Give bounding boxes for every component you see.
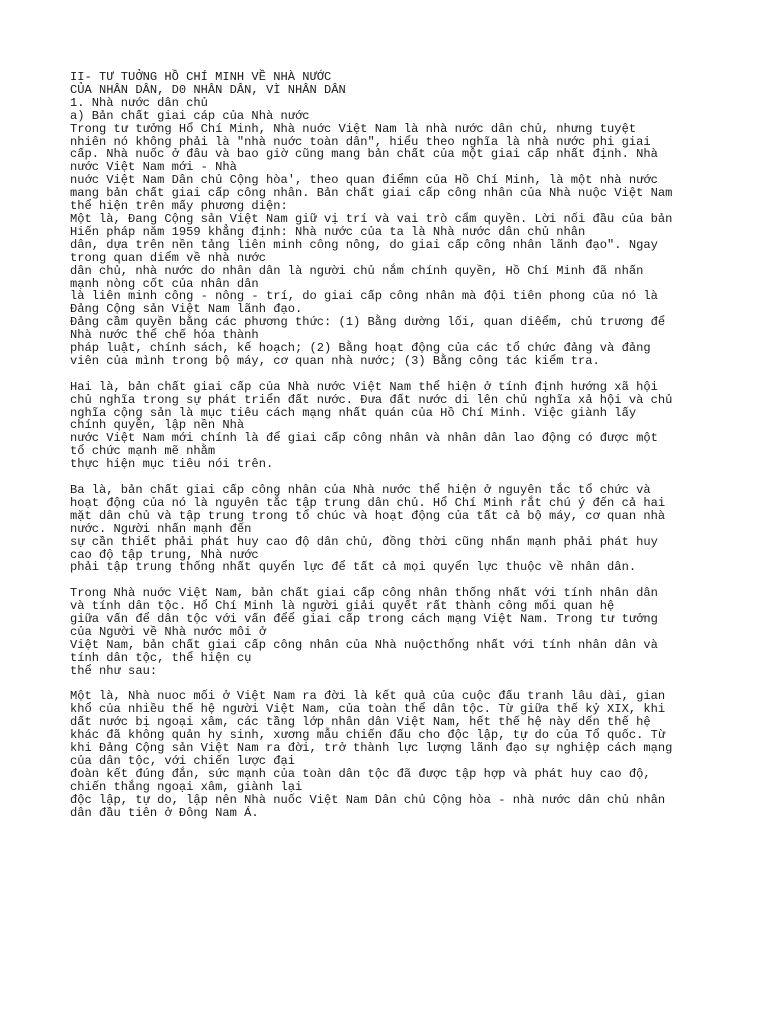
text-line: trong quan diểm về nhà nước [70, 250, 266, 265]
paragraph [70, 71, 710, 368]
text-line: a) Bản chất giai cáp của Nhà nước [70, 108, 310, 123]
text-line: tính dân tộc, thể hiện cụ [70, 650, 252, 665]
text-line: 1. Nhà nước dân chủ [70, 95, 208, 110]
text-line: CỦA NHÂN DÂN, D0 NHÂN DÂN, VÌ NHÂN DÂN [70, 82, 346, 97]
text-line: cấp. Nhà nuốc ở đâu và bao giờ cũng mang bản chất của một giai cấp nhất định. Nhà [70, 147, 658, 162]
text-line: độc lập, tự do, lập nên Nhà nuốc Việt Nam Dân chủ Cộng hòa - nhà nước dân chủ nhân [70, 792, 666, 807]
text-line: nhiên nó không phải là "nhà nuớc toàn dân", hiểu theo nghĩa là nhà nước phi giai [70, 134, 651, 149]
text-line: Nhà nước thể chế hóa thành [70, 328, 259, 343]
text-line: thể hiện trên mấy phương diện: [70, 199, 288, 214]
text-line: Trong Nhà nuớc Việt Nam, bản chất giai cấp công nhân thống nhất với tính nhân dân [70, 586, 658, 601]
text-line: dân chủ, nhà nước do nhân dân là người chủ nắm chính quyền, Hồ Chí Minh đã nhấn [70, 263, 644, 278]
text-line: Ba là, bản chất giai cấp công nhân của Nhà nước thể hiện ở nguyên tắc tổ chức và [70, 482, 651, 497]
text-line: khổ của nhiều thế hệ người Việt Nam, của toàn thể dân tộc. Từ giữa thế kỷ XIX, khi [70, 702, 666, 717]
text-line: nước Việt Nam mới chính là để giai cấp công nhân và nhân dân lao động có được một [70, 431, 658, 446]
text-line: pháp luật, chính sách, kế hoạch; (2) Bằng hoạt động của các tổ chức đảng và đảng [70, 341, 651, 356]
text-line: mang bản chất giai cấp công nhân. Bản chất giai cấp công nhân của Nhà nuộc Việt Nam [70, 186, 673, 201]
text-line: sự cần thiết phải phát huy cao độ dân chủ, đồng thời cũng nhấn mạnh phải phát huy [70, 534, 658, 549]
text-line: Một là, Nhà nuoc mối ở Việt Nam ra đời là kết quả của cuộc đấu tranh lâu dài, gian [70, 689, 666, 704]
text-line: tổ chức mạnh mẽ nhằm [70, 444, 216, 459]
text-line: thể như sau: [70, 663, 158, 678]
text-line: dân, dựa trên nền tảng liên minh công nông, do giai cấp công nhân lãnh đạo". Ngay [70, 237, 658, 252]
text-line: nghĩa cộng sản là mục tiêu cách mạng nhất quán của Hồ Chí Minh. Việc giành lấy [70, 405, 637, 420]
paragraph [70, 484, 710, 574]
text-line: dân đầu tiên ở Đông Nam Á. [70, 805, 259, 820]
text-line: phải tập trung thống nhất quyển lực để tất cả mọi quyển lực thuộc về nhân dân. [70, 560, 637, 575]
document-text [70, 71, 710, 820]
text-line: Trong tư tưởng Hổ Chí Minh, Nhà nuớc Việt Nam là nhà nước dân chủ, nhưng tuyệt [70, 121, 637, 136]
text-line: Việt Nam, bản chất giai cấp công nhân của Nhà nuộcthống nhất với tính nhân dân và [70, 637, 658, 652]
text-line: của Người về Nhà nước môi ở [70, 624, 266, 639]
text-line: hoạt động của nó là nguyên tắc tập trung dân chủ. Hổ Chí Minh rắt chú ý đến cả hai [70, 495, 666, 510]
text-line: khác đã không quản hy sinh, xương mẫu chiến đấu cho độc lập, tự do của Tổ quốc. Từ [70, 728, 666, 743]
text-line: là liên minh công - nông - trí, do giai cấp công nhân mà đội tiên phong của nó là [70, 289, 658, 304]
text-line: Một là, Đang Cộng sản Việt Nam giữ vị trí và vai trò cẩm quyền. Lời nối đầu của bản [70, 211, 673, 226]
text-line: khi Đảng Cộng sản Việt Nam ra đời, trở thành lực lượng lãnh đạo sự nghiệp cách mạng [70, 741, 673, 756]
text-line: và tính dân tộc. Hổ Chí Minh là người giải quyết rất thành công mối quan hệ [70, 599, 615, 614]
text-line: chủ nghĩa trong sự phát triển đất nước. Đưa đất nước di lên chủ nghĩa xả hội và chủ [70, 392, 673, 407]
text-line: nước. Người nhấn mạnh đến [70, 521, 252, 536]
text-line: của dân tộc, với chiến lược đại [70, 753, 295, 768]
text-line: nuớc Việt Nam Dân chủ Cộng hòa', theo quan điểmn của Hồ Chí Minh, là một nhà nước [70, 173, 658, 188]
paragraph [70, 587, 710, 677]
text-line: mạnh nòng cốt của nhân dân [70, 276, 259, 291]
text-line: thực hiện mục tiêu nói trên. [70, 457, 274, 472]
text-line: Đảng cầm quyền bằng các phương thức: (1) Bằng dường lối, quan diêểm, chủ trương để [70, 315, 666, 330]
text-line: chính quyền, lập nền Nhà [70, 418, 245, 433]
text-line: mặt dân chủ và tập trung trong tổ chúc và hoạt động của tất cả bộ máy, cơ quan nhà [70, 508, 666, 523]
text-line: viên của mình trong bộ máy, cơ quan nhà nước; (3) Bằng công tác kiểm tra. [70, 353, 600, 368]
text-line: giữa vấn để dân tộc với vấn đểể giai cấp trong cách mạng Việt Nam. Trong tư tưởng [70, 612, 658, 627]
text-line: đoàn kết đúng đắn, sức mạnh của toàn dân tộc đã được tập hợp và phát huy cao độ, [70, 766, 651, 781]
paragraph [70, 381, 710, 471]
text-line: Đảng Cộng sản Việt Nam lãnh đạo. [70, 302, 303, 317]
text-line: II- TƯ TUỞNG HỒ CHÍ MINH VỀ NHÀ NƯỚC [70, 70, 332, 84]
paragraph-gap [70, 368, 710, 381]
text-line: Hai là, bản chất giai cấp của Nhà nước Việt Nam thể hiện ở tính định hướng xã hội [70, 379, 658, 394]
text-line: Hiến pháp năm 1959 khẳng định: Nhà nước của ta là Nhà nước dân chủ nhân [70, 224, 586, 239]
text-line: nước Việt Nam mới - Nhà [70, 160, 237, 175]
text-line: cao độ tập trung, Nhà nước [70, 547, 259, 562]
paragraph [70, 690, 710, 819]
text-line: dất nước bị ngoại xâm, các tầng lớp nhân dân Việt Nam, hết thế hệ này dến thế hệ [70, 715, 651, 730]
text-line: chiến thắng ngoại xâm, giành lại [70, 779, 303, 794]
